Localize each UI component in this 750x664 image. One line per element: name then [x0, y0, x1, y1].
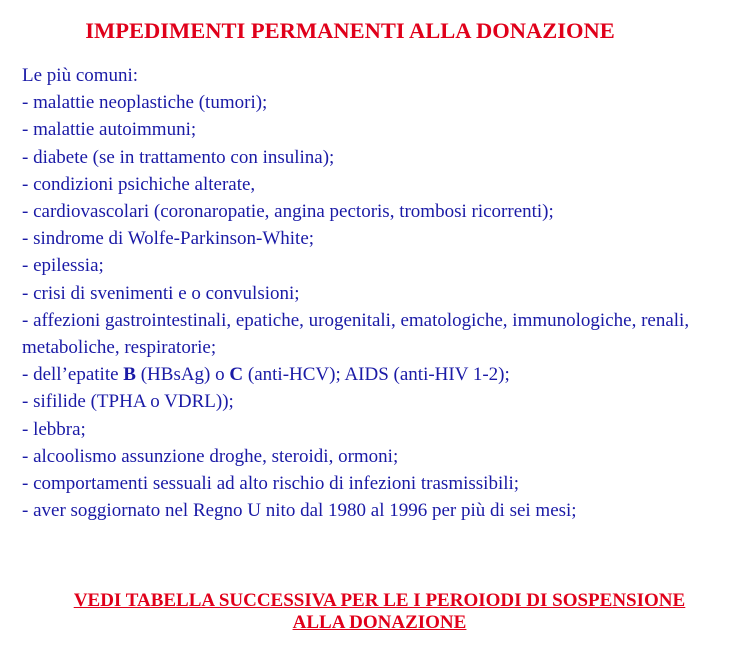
list-item: - epilessia;: [22, 255, 104, 277]
hepatitis-prefix: - dell’epatite: [22, 364, 124, 386]
list-item: - lebbra;: [22, 418, 86, 440]
hepatitis-c-label: C: [229, 364, 244, 386]
list-item: - affezioni gastrointestinali, epatiche, urogenitali, ematologiche, immunologiche, renali, metaboliche, respiratorie;: [22, 309, 690, 359]
list-item: - cardiovascolari (coronaropatie, angina pectoris, trombosi ricorrenti);: [22, 201, 554, 223]
list-item: - diabete (se in trattamento con insulina);: [22, 146, 335, 168]
intro-text: Le più comuni:: [22, 65, 139, 86]
footer-line-1: VEDI TABELLA SUCCESSIVA PER LE I PEROIODI DI SOSPENSIONE: [73, 590, 686, 611]
hepatitis-b-label: B: [123, 364, 136, 386]
list-item: - alcoolismo assunzione droghe, steroidi, ormoni;: [22, 445, 399, 467]
list-item: - malattie neoplastiche (tumori);: [22, 92, 268, 114]
hepatitis-middle: (HBsAg) o: [135, 364, 230, 386]
list-item: - aver soggiornato nel Regno U nito dal 1980 al 1996 per più di sei mesi;: [22, 500, 577, 522]
impediments-list: [22, 62, 737, 524]
list-item: - condizioni psichiche alterate,: [22, 173, 256, 195]
page-title: IMPEDIMENTI PERMANENTI ALLA DONAZIONE: [85, 18, 615, 43]
list-item: - sindrome di Wolfe-Parkinson-White;: [22, 228, 315, 250]
footer-note: [22, 590, 737, 634]
list-item-hepatitis: [22, 361, 737, 388]
list-item: - sifilide (TPHA o VDRL));: [22, 391, 234, 413]
list-item: - malattie autoimmuni;: [22, 119, 197, 141]
hepatitis-suffix: (anti-HCV); AIDS (anti-HIV 1-2);: [243, 364, 510, 386]
list-item: - comportamenti sessuali ad alto rischio di infezioni trasmissibili;: [22, 473, 520, 495]
footer-line-2: ALLA DONAZIONE: [292, 612, 467, 633]
list-item: - crisi di svenimenti e o convulsioni;: [22, 282, 300, 304]
